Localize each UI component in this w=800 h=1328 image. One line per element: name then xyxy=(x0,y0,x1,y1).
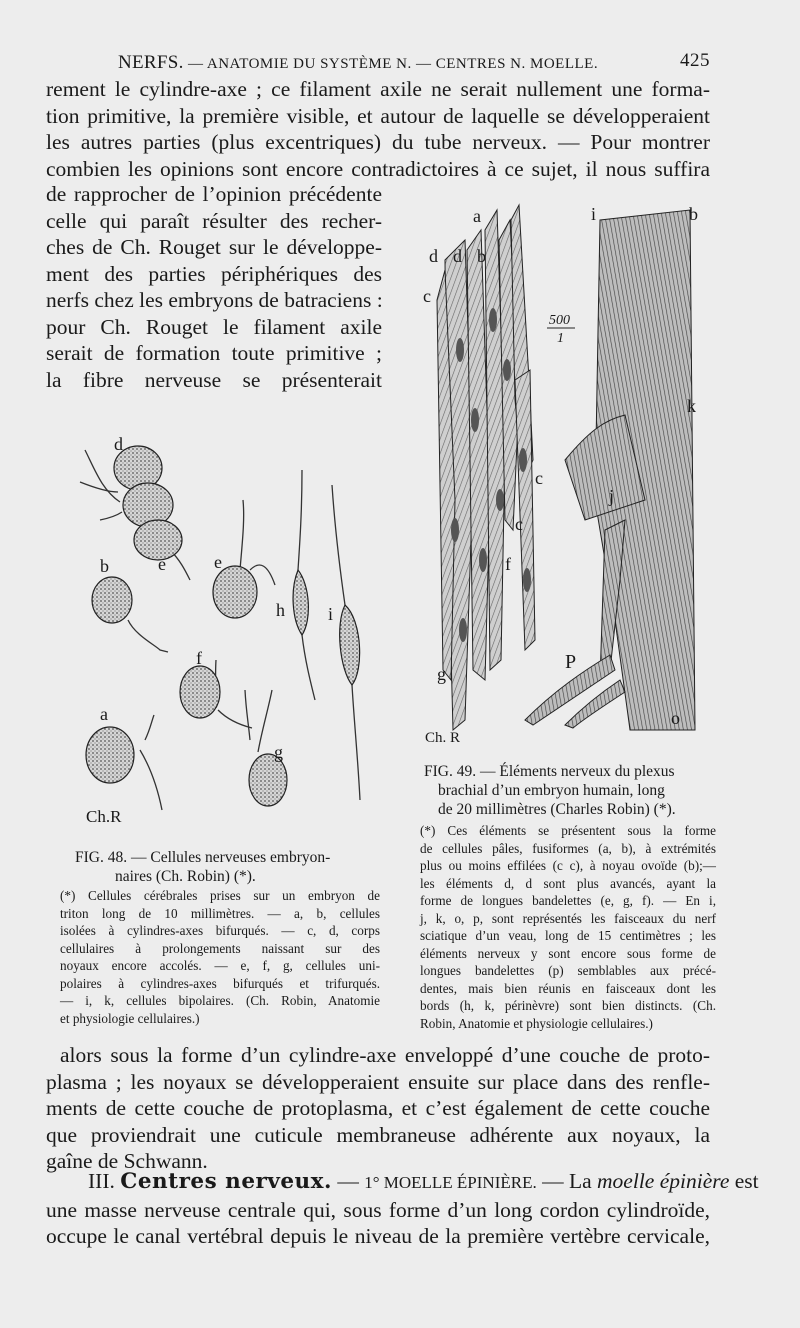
figure-49-caption xyxy=(424,762,676,819)
fig49-label-a: a xyxy=(473,206,481,226)
section-title: Centres nerveux. xyxy=(120,1169,332,1194)
section-heading-line xyxy=(46,1168,759,1197)
note-line: — i, k, cellules bipolaires. (Ch. Robin, Anatomie xyxy=(60,993,380,1008)
section-rest: est xyxy=(729,1169,759,1193)
fig49-label-k: k xyxy=(687,396,696,416)
fig48-label-g: g xyxy=(274,742,283,762)
text-line: ments de cette couche de protoplasma, et c’est également de cette couche xyxy=(46,1096,710,1120)
section-after: — La xyxy=(536,1169,598,1193)
text-line: rement le cylindre-axe ; ce filament axile ne serait nullement une forma- xyxy=(46,77,710,101)
note-line: Robin, Anatomie et physiologie cellulaires.) xyxy=(420,1015,653,1031)
fig49-label-b2: b xyxy=(689,204,698,224)
fig49-label-o: o xyxy=(671,708,680,728)
note-line: bords (h, k, périnèvre) sont bien distincts. (Ch. xyxy=(420,998,716,1013)
header-title-main: NERFS. xyxy=(118,52,184,73)
fig48-label-b: b xyxy=(100,556,109,576)
note-line: isolées à cylindres-axes bifurqués. — c, d, corps xyxy=(60,923,380,938)
caption-line: FIG. 49. — Éléments nerveux du plexus xyxy=(424,763,675,780)
note-line: longues bandelettes (p) semblables aux précé- xyxy=(420,963,716,978)
section-paragraph xyxy=(46,1168,759,1250)
text-line: gaîne de Schwann. xyxy=(46,1149,208,1173)
caption-line: de 20 millimètres (Charles Robin) (*). xyxy=(438,801,676,818)
text-line: pour Ch. Rouget le filament axile xyxy=(46,314,382,339)
fig49-label-d2: d xyxy=(453,246,462,266)
text-line: plasma ; les noyaux se développeraient ensuite sur place dans des renfle- xyxy=(46,1069,710,1094)
text-line: alors sous la forme d’un cylindre-axe enveloppé d’une couche de proto- xyxy=(60,1043,710,1067)
fig48-label-a: a xyxy=(100,704,108,724)
narrow-paragraph xyxy=(46,181,382,393)
fig48-signature: Ch.R xyxy=(86,807,122,826)
running-header xyxy=(46,44,710,74)
fig49-label-i: i xyxy=(591,204,597,224)
text-line: ches de Ch. Rouget sur le développe- xyxy=(46,235,382,259)
caption-line: brachial d’un embryon humain, long xyxy=(438,782,665,799)
text-line: occupe le canal vertébral depuis le niveau de la première vertèbre cervicale, xyxy=(46,1224,710,1248)
fig48-label-f: f xyxy=(196,648,202,668)
section-number: III. xyxy=(88,1169,115,1193)
note-line: de cellules pâles, fusiformes (a, b), à extrémités xyxy=(420,840,716,856)
header-title-rest: — ANATOMIE DU SYSTÈME N. — CENTRES N. MOELLE. xyxy=(187,56,599,72)
note-line: polaires à cylindres-axes bifurqués et trifurqués. xyxy=(60,975,380,991)
text-line: une masse nerveuse centrale qui, sous forme d’un long cordon cylindroïde, xyxy=(46,1197,710,1222)
text-line: la fibre nerveuse se présenterait xyxy=(46,367,382,392)
text-line: serait de formation toute primitive ; xyxy=(46,341,382,365)
figure-49-illustration xyxy=(415,200,715,750)
text-line: nerfs chez les embryons de batraciens : xyxy=(46,288,383,312)
bottom-paragraph xyxy=(46,1042,710,1175)
page-number: 425 xyxy=(680,50,710,71)
text-line: tion primitive, la première visible, et autour de laquelle se développeraient xyxy=(46,103,710,128)
note-line: éléments nerveux y sont encore sous forme de xyxy=(420,945,716,961)
fig49-label-j: j xyxy=(609,486,615,506)
fig49-label-f: f xyxy=(505,554,511,574)
note-line: j, k, o, p, sont représentés les faisceaux du nerf xyxy=(420,910,716,926)
text-line: de rapprocher de l’opinion précédente xyxy=(46,182,382,206)
note-line: sciatique d’un veau, long de 15 centimètres ; les xyxy=(420,928,716,943)
fig49-label-b: b xyxy=(477,246,486,266)
text-line: combien les opinions sont encore contradictoires à ce sujet, il nous suffira xyxy=(46,156,710,181)
fig48-label-d: d xyxy=(114,434,123,454)
figure-49-note xyxy=(420,822,716,1032)
figure-48-illustration xyxy=(40,420,400,830)
fig48-label-h: h xyxy=(276,600,285,620)
fig49-label-c2: c xyxy=(535,468,543,488)
note-line: dentes, mais bien réunis en faisceaux dont les xyxy=(420,980,716,996)
note-line: et physiologie cellulaires.) xyxy=(60,1010,200,1026)
section-subtitle: 1° MOELLE ÉPINIÈRE. xyxy=(364,1173,537,1192)
fig49-label-g: g xyxy=(437,664,446,684)
caption-line: FIG. 48. — Cellules nerveuses embryon- xyxy=(75,849,331,866)
figure-48-caption xyxy=(75,848,330,886)
note-line: plus ou moins effilées (c c), à noyau ovoïde (b);— xyxy=(420,858,716,873)
fig48-label-i: i xyxy=(328,604,334,624)
text-line: celle qui paraît résulter des recher- xyxy=(46,208,382,233)
fig49-signature: Ch. R xyxy=(425,730,461,746)
section-italic-term: moelle épinière xyxy=(597,1169,730,1193)
top-paragraph xyxy=(46,76,710,182)
text-line: les autres parties (plus excentriques) du tube nerveux. — Pour montrer xyxy=(46,130,710,154)
text-line: que proviendrait une cuticule membraneuse adhérente aux noyaux, la xyxy=(46,1122,710,1147)
fig48-label-e1: e xyxy=(158,554,166,574)
note-line: (*) Cellules cérébrales prises sur un embryon de xyxy=(60,888,380,903)
note-line: les éléments d, d sont plus avancés, ayant la xyxy=(420,875,716,891)
header-title xyxy=(118,52,598,74)
fig49-label-d1: d xyxy=(429,246,438,266)
note-line: cellulaires à prolongements naissant sur des xyxy=(60,940,380,956)
note-line: triton long de 10 millimètres. — a, b, cellules xyxy=(60,905,380,921)
fig49-scale-numerator: 500 xyxy=(549,313,570,328)
text-line: ment des parties périphériques des xyxy=(46,261,382,286)
fig49-label-c3: c xyxy=(515,514,523,534)
note-line: forme de longues bandelettes (e, g, f). — En i, xyxy=(420,893,716,908)
caption-line: naires (Ch. Robin) (*). xyxy=(115,868,256,885)
fig49-label-p: P xyxy=(565,651,577,673)
figure-48-note xyxy=(60,887,380,1027)
fig49-label-c1: c xyxy=(423,286,431,306)
fig49-scale-denominator: 1 xyxy=(557,331,564,346)
section-dash: — xyxy=(331,1169,365,1193)
note-line: (*) Ces éléments se présentent sous la forme xyxy=(420,823,716,838)
fig48-label-e2: e xyxy=(214,552,222,572)
note-line: noyaux encore accolés. — e, f, g, cellules uni- xyxy=(60,958,380,973)
